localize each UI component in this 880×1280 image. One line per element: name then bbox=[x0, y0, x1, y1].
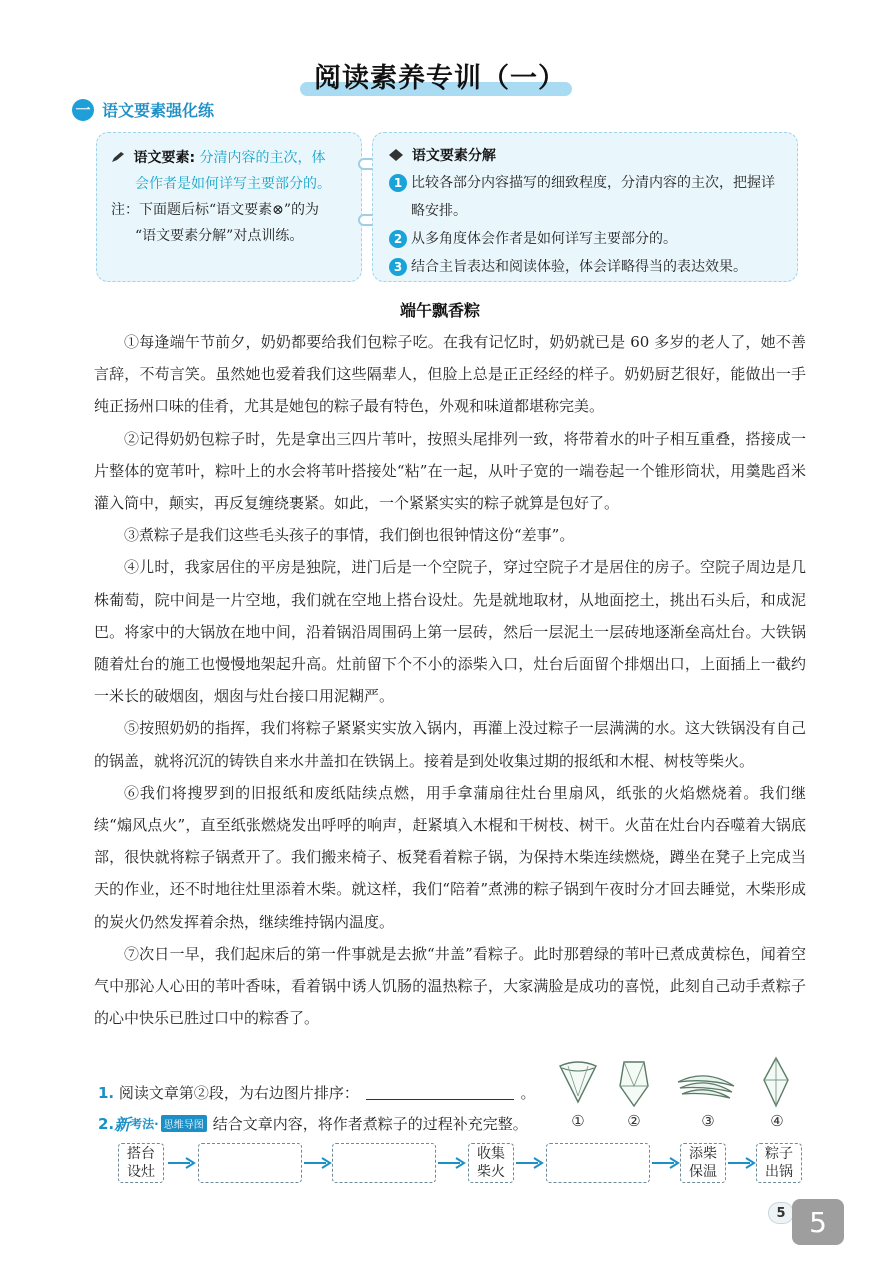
item-number-badge: 2 bbox=[389, 230, 407, 248]
item-number-badge: 3 bbox=[389, 258, 407, 276]
breakdown-heading: 语文要素分解 bbox=[389, 145, 781, 167]
note-line-1: 注：下面题后标“语文要素⊗”的为 bbox=[111, 202, 320, 218]
key-text-a: 分清内容的主次，体 bbox=[199, 150, 326, 166]
article-paragraph: ⑥我们将搜罗到的旧报纸和废纸陆续点燃，用手拿蒲扇往灶台里扇风，纸张的火焰燃烧着。我们继续“煽风点火”，直至纸张燃烧发出呼呼的响声，赶紧填入木棍和干树枝、树干。火苗在灶台内吞噬着大锅底部，很快就将粽子锅煮开了。我们搬来椅子、板凳看着粽子锅，为保持木柴连续燃烧，蹲坐在凳子上完成当天的作业，还不时地往灶里添着木柴。就这样，我们“陪着”煮沸的粽子锅到午夜时分才回去睡觉，木柴形成的炭火仍然发挥着余热，继续维持锅内温度。 bbox=[94, 783, 806, 931]
question-number: 2. bbox=[98, 1114, 115, 1133]
breakdown-item bbox=[389, 169, 781, 225]
article-paragraph: ③煮粽子是我们这些毛头孩子的事情，我们倒也很钟情这份“差事”。 bbox=[124, 526, 575, 545]
question-text: 结合文章内容，将作者煮粽子的过程补充完整。 bbox=[212, 1115, 528, 1133]
flow-blank-1[interactable] bbox=[198, 1143, 302, 1183]
mindmap-badge: 思维导图 bbox=[161, 1115, 207, 1132]
picture-label: ① bbox=[571, 1112, 585, 1130]
breakdown-item-text: 比较各部分内容描写的细致程度，分清内容的主次，把握详略安排。 bbox=[411, 175, 775, 219]
question-number: 1. bbox=[98, 1084, 115, 1102]
item-number-badge: 1 bbox=[389, 174, 407, 192]
panel-language-element bbox=[96, 132, 362, 282]
section-header bbox=[72, 98, 214, 121]
flow-step-end: 粽子出锅 bbox=[756, 1143, 802, 1183]
key-line bbox=[111, 145, 347, 171]
method-badge: 考法· bbox=[130, 1117, 159, 1131]
breakdown-item bbox=[389, 253, 781, 281]
reed-leaves-icon bbox=[676, 1056, 736, 1110]
breakdown-item-text: 从多角度体会作者是如何详写主要部分的。 bbox=[411, 231, 677, 247]
flow-step-add: 添柴保温 bbox=[680, 1143, 726, 1183]
question-text: 阅读文章第②段，为右边图片排序： bbox=[118, 1084, 359, 1102]
answer-blank[interactable] bbox=[366, 1086, 514, 1100]
section-number: 一 bbox=[72, 99, 94, 121]
article-body bbox=[94, 326, 806, 1034]
new-badge: 新 bbox=[114, 1115, 131, 1134]
question-1 bbox=[98, 1082, 536, 1103]
article-paragraph: ⑦次日一早，我们起床后的第一件事就是去掀“井盖”看粽子。此时那碧绿的苇叶已煮成黄棕色，闻着空气中那沁人心田的苇叶香味，看着锅中诱人饥肠的温热粽子，大家满脸是成功的喜悦，此刻自己动手煮粽子的心中快乐已胜过口中的粽香了。 bbox=[94, 944, 806, 1028]
flow-blank-2[interactable] bbox=[332, 1143, 436, 1183]
zongzi-wrapped-icon bbox=[746, 1056, 806, 1110]
section-label: 语文要素强化练 bbox=[102, 101, 215, 120]
arrow-right-icon bbox=[168, 1157, 196, 1169]
article-title: 端午飘香粽 bbox=[399, 301, 480, 320]
panel-element-breakdown bbox=[372, 132, 798, 282]
key-colon: : bbox=[189, 150, 196, 166]
zongzi-cone-icon bbox=[548, 1056, 608, 1110]
picture-label: ③ bbox=[701, 1112, 715, 1130]
picture-label: ② bbox=[627, 1112, 641, 1130]
article-paragraph: ⑤按照奶奶的指挥，我们将粽子紧紧实实放入锅内，再灌上没过粽子一层满满的水。这大铁锅没有自己的锅盖，就将沉沉的铸铁自来水井盖扣在铁锅上。接着是到处收集过期的报纸和木棍、树枝等柴火。 bbox=[94, 719, 806, 770]
flow-blank-3[interactable] bbox=[546, 1143, 650, 1183]
article-paragraph: ④儿时，我家居住的平房是独院，进门后是一个空院子，穿过空院子才是居住的房子。空院子周边是几株葡萄，院中间是一片空地，我们就在空地上搭台设灶。先是就地取材，从地面挖土，挑出石头后，和成泥巴。将家中的大锅放在地中间，沿着锅沿周围码上第一层砖，然后一层泥土一层砖地逐渐垒高灶台。大铁锅随着灶台的施工也慢慢地架起升高。灶前留下个不小的添柴入口，灶台后面留个排烟出口，上面插上一截约一米长的破烟囱，烟囱与灶台接口用泥糊严。 bbox=[94, 558, 806, 706]
flow-step-start: 搭台设灶 bbox=[118, 1143, 164, 1183]
question-end: 。 bbox=[520, 1084, 536, 1102]
arrow-right-icon bbox=[728, 1157, 756, 1169]
picture-label: ④ bbox=[770, 1112, 784, 1130]
title-wrap bbox=[0, 56, 880, 95]
arrow-right-icon bbox=[438, 1157, 466, 1169]
arrow-right-icon bbox=[304, 1157, 332, 1169]
pencil-icon bbox=[111, 151, 125, 163]
page-number-big: 5 bbox=[792, 1199, 844, 1245]
key-text-b: 会作者是如何详写主要部分的。 bbox=[135, 176, 331, 192]
key-label: 语文要素 bbox=[133, 150, 190, 166]
question-2 bbox=[98, 1112, 528, 1135]
arrow-right-icon bbox=[516, 1157, 544, 1169]
arrow-right-icon bbox=[652, 1157, 680, 1169]
diamond-icon bbox=[389, 149, 403, 161]
flow-step-middle: 收集柴火 bbox=[468, 1143, 514, 1183]
zongzi-fold-icon bbox=[604, 1056, 664, 1110]
article-paragraph: ①每逢端午节前夕，奶奶都要给我们包粽子吃。在我有记忆时，奶奶就已是 60 多岁的老人了，她不善言辞，不苟言笑。虽然她也爱着我们这些隔辈人，但脸上总是正正经经的样子。奶奶厨艺很好，能做出一手纯正扬州口味的佳肴，尤其是她包的粽子最有特色，外观和味道都堪称完美。 bbox=[94, 333, 806, 416]
article-paragraph: ②记得奶奶包粽子时，先是拿出三四片苇叶，按照头尾排列一致，将带着水的叶子相互重叠，搭接成一片整体的宽苇叶，粽叶上的水会将苇叶搭接处“粘”在一起，从叶子宽的一端卷起一个锥形筒状，用羹匙舀米灌入筒中，颠实，再反复缠绕裹紧。如此，一个紧紧实实的粽子就算是包好了。 bbox=[94, 429, 806, 513]
breakdown-item bbox=[389, 225, 781, 253]
note-line-2: “语文要素分解”对点训练。 bbox=[135, 228, 304, 244]
page-number-small: 5 bbox=[768, 1202, 794, 1224]
page-title: 阅读素养专训（一） bbox=[314, 63, 566, 94]
breakdown-item-text: 结合主旨表达和阅读体验，体会详略得当的表达效果。 bbox=[411, 259, 747, 275]
